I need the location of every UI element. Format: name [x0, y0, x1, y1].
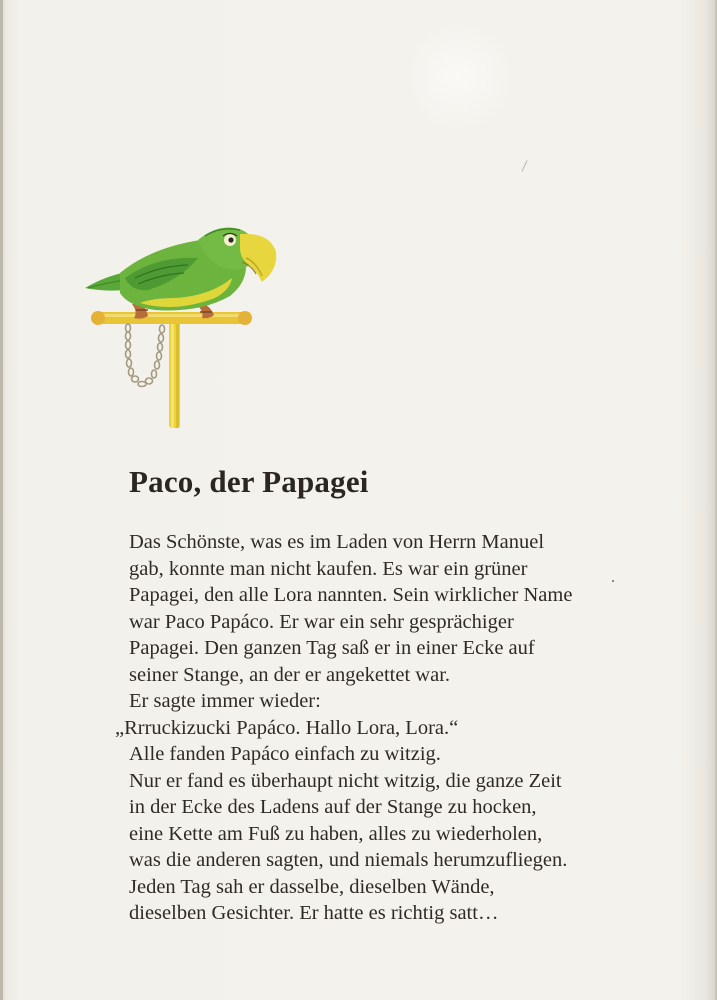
story-line: Papagei. Den ganzen Tag saß er in einer Ecke auf — [129, 637, 535, 659]
stray-pencil-mark — [522, 160, 528, 171]
ink-speck — [612, 580, 614, 582]
story-line: Alle fanden Papáco einfach zu witzig. — [129, 743, 441, 765]
story-line: Das Schönste, was es im Laden von Herrn Manuel — [129, 531, 545, 553]
story-title: Paco, der Papagei — [129, 464, 369, 499]
story-line: eine Kette am Fuß zu haben, alles zu wiederholen, — [129, 822, 543, 845]
story-line: gab, konnte man nicht kaufen. Es war ein grüner — [129, 557, 528, 580]
parrot-on-perch-illustration — [80, 218, 285, 433]
story-line: Er sagte immer wieder: — [129, 690, 321, 712]
story-line: war Paco Papáco. Er war ein sehr gesprächiger — [129, 610, 514, 633]
parrot-icon — [85, 228, 276, 311]
perch-icon — [91, 311, 252, 428]
story-line: Papagei, den alle Lora nannten. Sein wirklicher Name — [129, 584, 573, 606]
story-line: Nur er fand es überhaupt nicht witzig, die ganze Zeit — [129, 769, 562, 792]
paper-show-through — [395, 20, 520, 132]
page-edge-left — [0, 0, 3, 1000]
story-line: seiner Stange, an der er angekettet war. — [129, 663, 451, 686]
story-line: was die anderen sagten, und niemals herumzufliegen. — [129, 849, 568, 871]
story-line-quote: „Rrruckizucki Papáco. Hallo Lora, Lora.“ — [115, 716, 459, 739]
story-line: Jeden Tag sah er dasselbe, dieselben Wände, — [129, 875, 495, 898]
story-text — [115, 529, 629, 927]
story-line: in der Ecke des Ladens auf der Stange zu hocken, — [129, 796, 537, 818]
story-line: dieselben Gesichter. Er hatte es richtig satt… — [129, 902, 499, 924]
